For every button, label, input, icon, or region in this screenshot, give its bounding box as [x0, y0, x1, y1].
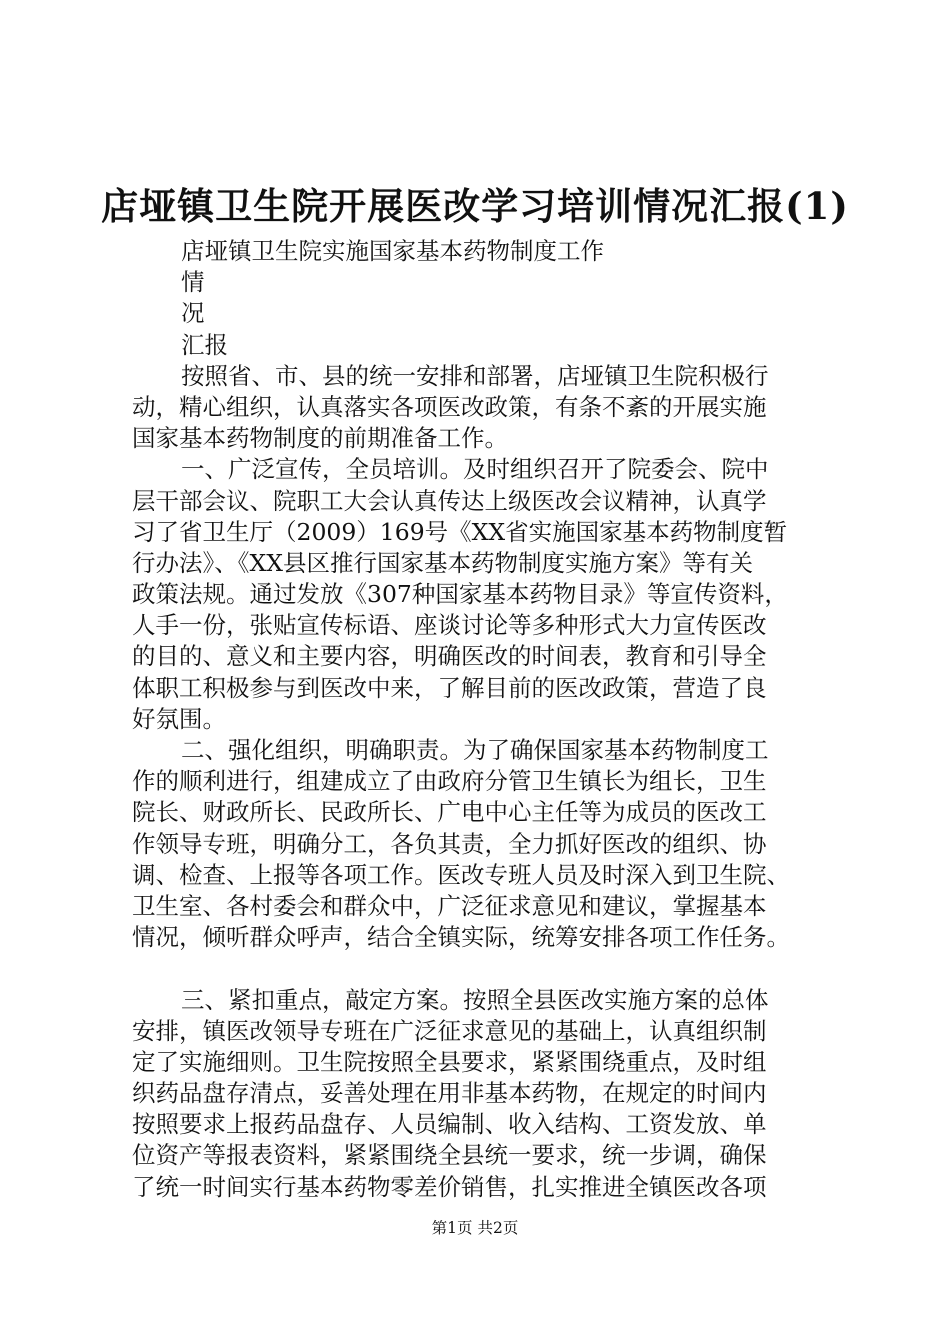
- section-one-line: 好氛围。: [132, 704, 226, 733]
- section-two-line: 卫生室、各村委会和群众中，广泛征求意见和建议，掌握基本: [132, 891, 767, 920]
- section-two-line: 作领导专班，明确分工，各负其责，全力抓好医改的组织、协: [132, 829, 767, 858]
- section-two-line: 院长、财政所长、民政所长、广电中心主任等为成员的医改工: [132, 798, 767, 827]
- intro-paragraph-line: 动，精心组织，认真落实各项医改政策，有条不紊的开展实施: [132, 392, 767, 421]
- document-body: [132, 236, 852, 1203]
- section-one-line: 体职工积极参与到医改中来，了解目前的医改政策，营造了良: [132, 673, 767, 702]
- section-one-line: 人手一份，张贴宣传标语、座谈讨论等多种形式大力宣传医改: [132, 611, 767, 640]
- subtitle-line: 情: [181, 268, 205, 297]
- section-two-line: 情况，倾听群众呼声，结合全镇实际，统筹安排各项工作任务。: [132, 923, 790, 952]
- intro-paragraph-line: 国家基本药物制度的前期准备工作。: [132, 424, 508, 453]
- subtitle-line: 店垭镇卫生院实施国家基本药物制度工作: [181, 237, 604, 265]
- section-three-line: 按照要求上报药品盘存、人员编制、收入结构、工资发放、单: [132, 1110, 767, 1139]
- section-three-line: 织药品盘存清点，妥善处理在用非基本药物，在规定的时间内: [132, 1079, 767, 1108]
- subtitle-line: 汇报: [181, 330, 228, 359]
- page-number-footer: 第1页 共2页: [431, 1219, 519, 1237]
- section-one-line: 一、广泛宣传，全员培训。及时组织召开了院委会、院中: [181, 455, 769, 484]
- section-two-line: 调、检查、上报等各项工作。医改专班人员及时深入到卫生院、: [132, 860, 790, 889]
- section-three-line: 定了实施细则。卫生院按照全县要求，紧紧围绕重点，及时组: [132, 1047, 767, 1076]
- intro-paragraph-line: 按照省、市、县的统一安排和部署，店垭镇卫生院积极行: [181, 361, 769, 390]
- section-three-line: 了统一时间实行基本药物零差价销售，扎实推进全镇医改各项: [132, 1172, 767, 1201]
- section-two-line: 作的顺利进行，组建成立了由政府分管卫生镇长为组长，卫生: [132, 767, 767, 796]
- section-three-line: 位资产等报表资料，紧紧围绕全县统一要求，统一步调，确保: [132, 1141, 767, 1170]
- section-three-line: 安排，镇医改领导专班在广泛征求意见的基础上，认真组织制: [132, 1016, 767, 1045]
- document-title: 店垭镇卫生院开展医改学习培训情况汇报(1): [101, 184, 849, 228]
- section-one-line: 习了省卫生厅（2009）169号《XX省实施国家基本药物制度暂: [132, 517, 788, 546]
- section-one-line: 政策法规。通过发放《307种国家基本药物目录》等宣传资料，: [132, 580, 788, 609]
- section-one-line: 行办法》、《XX县区推行国家基本药物制度实施方案》等有关: [132, 548, 753, 577]
- section-three-line: 三、紧扣重点，敲定方案。按照全县医改实施方案的总体: [181, 985, 769, 1014]
- section-two-line: 二、强化组织，明确职责。为了确保国家基本药物制度工: [181, 736, 769, 764]
- paragraph-spacer: [132, 953, 852, 984]
- subtitle-line: 况: [181, 299, 205, 328]
- section-one-line: 层干部会议、院职工大会认真传达上级医改会议精神，认真学: [132, 486, 767, 515]
- section-one-line: 的目的、意义和主要内容，明确医改的时间表，教育和引导全: [132, 642, 767, 671]
